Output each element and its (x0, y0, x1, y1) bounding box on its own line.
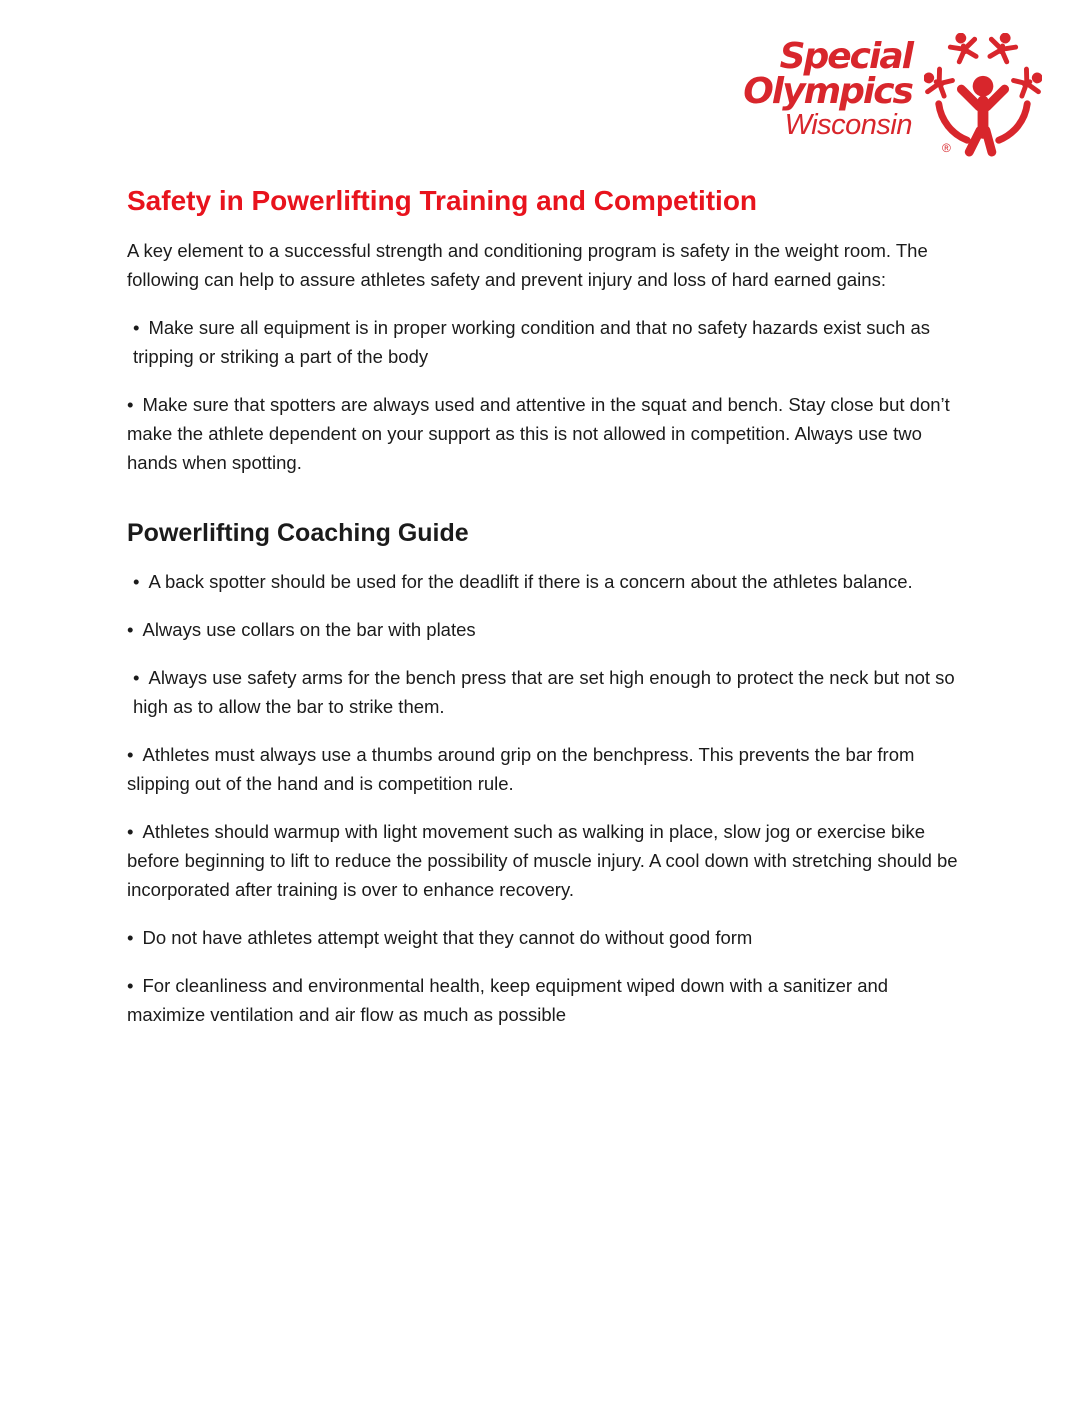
safety-bullet-equipment (127, 313, 960, 371)
guide-bullet-good-form (127, 923, 960, 952)
guide-bullet-collars (127, 615, 960, 644)
guide-bullet-cleanliness (127, 971, 960, 1029)
safety-bullet-spotters (127, 390, 960, 477)
intro-paragraph: A key element to a successful strength and conditioning program is safety in the weight room. The following can help to assure athletes safety and prevent injury and loss of hard earned gains: (127, 240, 928, 290)
section-heading-coaching-guide: Powerlifting Coaching Guide (127, 519, 469, 547)
special-olympics-emblem-icon (924, 33, 1042, 157)
bullet-text: Make sure all equipment is in proper working condition and that no safety hazards exist such as tripping or striking a part of the body (133, 317, 931, 367)
bullet-text: Always use collars on the bar with plates (142, 619, 476, 640)
bullet-marker: • (127, 821, 134, 842)
logo-line-olympics: Olympics (743, 71, 912, 112)
bullet-marker: • (127, 619, 134, 640)
logo-line-special: Special (779, 36, 912, 77)
bullet-text: For cleanliness and environmental health, keep equipment wiped down with a sanitizer and maximize ventilation and air flow as much as possible (127, 975, 889, 1025)
guide-bullet-safety-arms (127, 663, 960, 721)
guide-bullet-warmup (127, 817, 960, 904)
bullet-marker: • (127, 927, 134, 948)
bullet-marker: • (133, 317, 140, 338)
page-title: Safety in Powerlifting Training and Competition (127, 185, 758, 216)
bullet-text: Make sure that spotters are always used and attentive in the squat and bench. Stay close but don’t make the athlete dependent on your support as this is not allowed in competition. Always use two hands when spotting. (127, 394, 950, 473)
bullet-text: Do not have athletes attempt weight that they cannot do without good form (142, 927, 753, 948)
registered-trademark-symbol: ® (942, 141, 951, 155)
bullet-text: Athletes must always use a thumbs around grip on the benchpress. This prevents the bar from slipping out of the hand and is competition rule. (127, 744, 915, 794)
guide-bullet-thumbs-grip (127, 740, 960, 798)
bullet-marker: • (127, 975, 134, 996)
bullet-marker: • (133, 667, 140, 688)
bullet-text: A back spotter should be used for the deadlift if there is a concern about the athletes balance. (148, 571, 913, 592)
bullet-text: Athletes should warmup with light movement such as walking in place, slow jog or exercise bike before beginning to lift to reduce the possibility of muscle injury. A cool down with stretching should be incorporated after training is over to enhance recovery. (127, 821, 958, 900)
logo-block (743, 33, 1042, 157)
guide-bullet-back-spotter (127, 567, 960, 596)
logo-wordmark (743, 33, 912, 141)
bullet-marker: • (127, 394, 134, 415)
bullet-marker: • (127, 744, 134, 765)
bullet-text: Always use safety arms for the bench press that are set high enough to protect the neck but not so high as to allow the bar to strike them. (133, 667, 955, 717)
bullet-marker: • (133, 571, 140, 592)
logo-line-wisconsin: Wisconsin (784, 109, 912, 141)
